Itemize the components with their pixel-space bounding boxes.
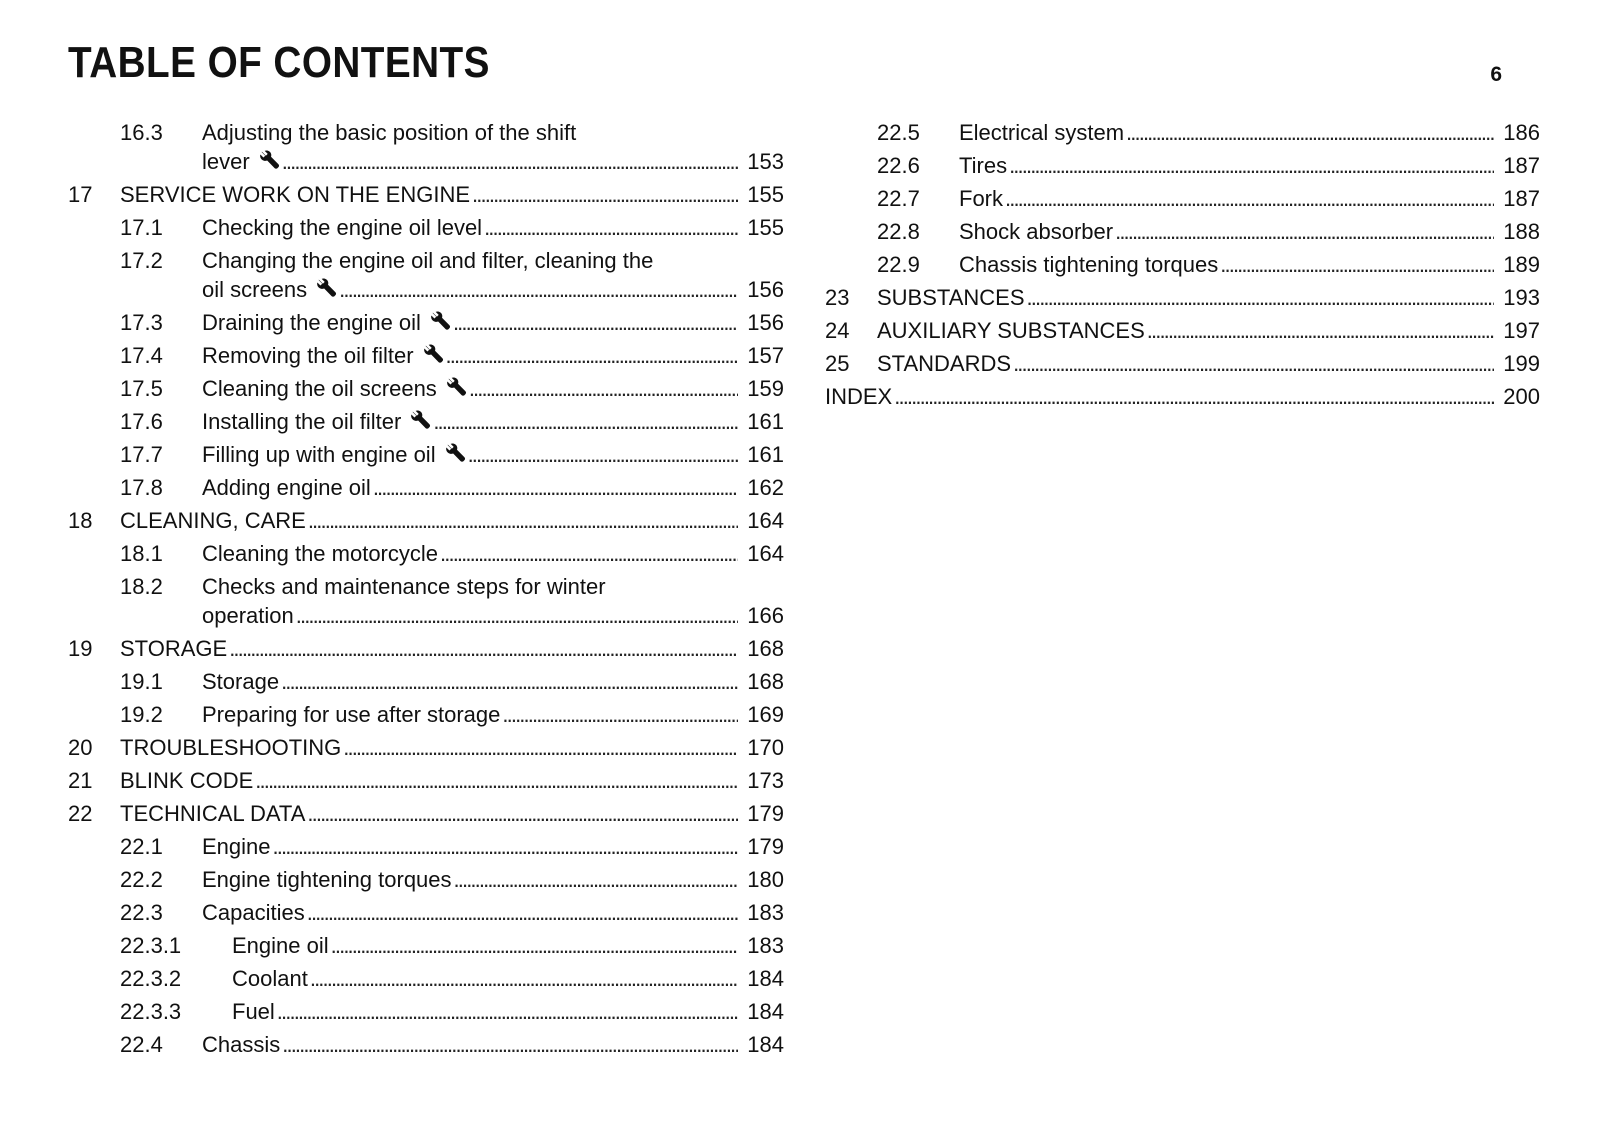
- toc-entry-title: Shock absorber: [959, 219, 1114, 244]
- dot-leader: [468, 440, 738, 469]
- toc-entry[interactable]: [68, 898, 784, 927]
- toc-entry[interactable]: [825, 382, 1540, 411]
- dot-leader: [1005, 184, 1494, 213]
- toc-entry-page: 168: [747, 669, 784, 694]
- toc-entry-title: Electrical system: [959, 120, 1125, 145]
- toc-entry-number: 17.8: [120, 475, 163, 500]
- toc-entry[interactable]: [68, 931, 784, 960]
- toc-entry[interactable]: [825, 250, 1540, 279]
- toc-entry-number: 22: [68, 801, 93, 826]
- page-title: TABLE OF CONTENTS: [68, 38, 490, 87]
- toc-entry-title: TROUBLESHOOTING: [120, 735, 342, 760]
- toc-left-column: [68, 118, 784, 1063]
- toc-entry-page: 189: [1503, 252, 1540, 277]
- toc-entry-title: Checking the engine oil level: [202, 215, 483, 240]
- toc-entry-title: CLEANING, CARE: [120, 508, 306, 533]
- toc-entry-title: INDEX: [825, 384, 893, 409]
- toc-entry-number: 22.3.1: [120, 933, 182, 958]
- dot-leader: [1147, 316, 1494, 345]
- wrench-icon: [315, 277, 337, 299]
- dot-leader: [307, 799, 738, 828]
- toc-entry[interactable]: [68, 865, 784, 894]
- page-number: 6: [1490, 63, 1502, 86]
- dot-leader: [453, 308, 738, 337]
- toc-entry-number: 20: [68, 735, 93, 760]
- toc-entry-number: 18.2: [120, 574, 163, 599]
- toc-entry[interactable]: [68, 246, 784, 304]
- dot-leader: [229, 634, 738, 663]
- wrench-icon: [445, 376, 467, 398]
- dot-leader: [296, 601, 738, 630]
- toc-entry-number: 22.2: [120, 867, 163, 892]
- toc-entry-number: 22.8: [877, 219, 920, 244]
- toc-entry[interactable]: [825, 316, 1540, 345]
- toc-entry-page: 193: [1503, 285, 1540, 310]
- toc-entry-number: 16.3: [120, 120, 163, 145]
- toc-entry[interactable]: [825, 217, 1540, 246]
- toc-entry-title: STORAGE: [120, 636, 228, 661]
- toc-entry-title: Adding engine oil: [202, 475, 371, 500]
- dot-leader: [1009, 151, 1494, 180]
- toc-entry-page: 187: [1503, 153, 1540, 178]
- dot-leader: [894, 382, 1494, 411]
- toc-entry-title: lever: [202, 149, 250, 174]
- toc-entry-page: 161: [747, 409, 784, 434]
- toc-right-column: [825, 118, 1540, 415]
- toc-entry-page: 155: [747, 215, 784, 240]
- toc-entry-page: 156: [747, 310, 784, 335]
- toc-entry[interactable]: [68, 733, 784, 762]
- toc-entry-page: 166: [747, 603, 784, 628]
- dot-leader: [1220, 250, 1494, 279]
- toc-entry[interactable]: [68, 700, 784, 729]
- dot-leader: [502, 700, 738, 729]
- dot-leader: [440, 539, 738, 568]
- toc-entry-title: Storage: [202, 669, 280, 694]
- dot-leader: [1126, 118, 1494, 147]
- dot-leader: [433, 407, 738, 436]
- toc-entry-title: operation: [202, 603, 294, 628]
- toc-entry-title-line: Checks and maintenance steps for winter: [202, 574, 606, 599]
- toc-entry[interactable]: [825, 118, 1540, 147]
- toc-entry-title-line: Changing the engine oil and filter, cleaning the: [202, 248, 654, 273]
- toc-entry-page: 179: [747, 801, 784, 826]
- toc-entry-title: AUXILIARY SUBSTANCES: [877, 318, 1145, 343]
- toc-entry-page: 197: [1503, 318, 1540, 343]
- toc-entry[interactable]: [68, 407, 784, 436]
- toc-entry[interactable]: [68, 766, 784, 795]
- toc-entry-number: 19.2: [120, 702, 163, 727]
- toc-entry[interactable]: [68, 118, 784, 176]
- toc-entry-title: oil screens: [202, 277, 308, 302]
- toc-entry-number: 22.3: [120, 900, 163, 925]
- toc-entry-number: 17: [68, 182, 93, 207]
- toc-entry-number: 22.3.2: [120, 966, 182, 991]
- dot-leader: [282, 1030, 738, 1059]
- toc-entry-page: 157: [747, 343, 784, 368]
- toc-entry-page: 156: [747, 277, 784, 302]
- toc-entry-number: 17.6: [120, 409, 163, 434]
- toc-entry[interactable]: [68, 213, 784, 242]
- toc-entry-page: 199: [1503, 351, 1540, 376]
- toc-entry-title: Fork: [959, 186, 1003, 211]
- toc-entry-title: SUBSTANCES: [877, 285, 1025, 310]
- toc-entry-title: Installing the oil filter: [202, 409, 402, 434]
- toc-entry[interactable]: [68, 180, 784, 209]
- wrench-icon: [429, 310, 451, 332]
- toc-entry-title: Preparing for use after storage: [202, 702, 501, 727]
- toc-entry-number: 17.3: [120, 310, 163, 335]
- toc-entry-page: 183: [747, 933, 784, 958]
- toc-entry-page: 161: [747, 442, 784, 467]
- dot-leader: [273, 832, 738, 861]
- toc-entry-number: 17.2: [120, 248, 163, 273]
- dot-leader: [310, 964, 738, 993]
- toc-entry-page: 170: [747, 735, 784, 760]
- dot-leader: [282, 147, 738, 176]
- toc-entry-number: 22.5: [877, 120, 920, 145]
- toc-entry-number: 25: [825, 351, 850, 376]
- toc-entry-title: TECHNICAL DATA: [120, 801, 306, 826]
- dot-leader: [472, 180, 738, 209]
- toc-entry[interactable]: [68, 506, 784, 535]
- toc-entry-number: 18.1: [120, 541, 163, 566]
- toc-entry-title: Draining the engine oil: [202, 310, 421, 335]
- wrench-icon: [422, 343, 444, 365]
- toc-entry-page: 169: [747, 702, 784, 727]
- dot-leader: [1027, 283, 1494, 312]
- dot-leader: [484, 213, 738, 242]
- toc-entry[interactable]: [68, 667, 784, 696]
- toc-entry-title: STANDARDS: [877, 351, 1012, 376]
- toc-entry-title: SERVICE WORK ON THE ENGINE: [120, 182, 471, 207]
- toc-entry-number: 17.4: [120, 343, 163, 368]
- toc-entry-page: 164: [747, 508, 784, 533]
- toc-entry[interactable]: [68, 964, 784, 993]
- toc-entry-title: Removing the oil filter: [202, 343, 414, 368]
- toc-entry-title: Fuel: [232, 999, 275, 1024]
- toc-entry-page: 180: [747, 867, 784, 892]
- toc-entry[interactable]: [68, 473, 784, 502]
- toc-entry-page: 184: [747, 966, 784, 991]
- toc-entry-page: 188: [1503, 219, 1540, 244]
- toc-entry-page: 164: [747, 541, 784, 566]
- dot-leader: [308, 506, 738, 535]
- toc-entry[interactable]: [825, 151, 1540, 180]
- toc-entry[interactable]: [68, 539, 784, 568]
- toc-entry[interactable]: [68, 572, 784, 630]
- toc-entry-page: 184: [747, 999, 784, 1024]
- toc-entry[interactable]: [68, 308, 784, 337]
- dot-leader: [255, 766, 738, 795]
- toc-entry-page: 159: [747, 376, 784, 401]
- toc-entry-title: BLINK CODE: [120, 768, 254, 793]
- toc-entry-page: 168: [747, 636, 784, 661]
- toc-entry-number: 18: [68, 508, 93, 533]
- toc-entry-page: 186: [1503, 120, 1540, 145]
- wrench-icon: [444, 442, 466, 464]
- toc-entry[interactable]: [825, 283, 1540, 312]
- toc-entry-number: 17.5: [120, 376, 163, 401]
- toc-entry-number: 23: [825, 285, 850, 310]
- toc-entry[interactable]: [68, 374, 784, 403]
- toc-entry-page: 183: [747, 900, 784, 925]
- wrench-icon: [409, 409, 431, 431]
- toc-entry-page: 179: [747, 834, 784, 859]
- toc-entry-title: Engine: [202, 834, 271, 859]
- toc-entry-title: Cleaning the oil screens: [202, 376, 437, 401]
- dot-leader: [1013, 349, 1494, 378]
- toc-entry-number: 17.7: [120, 442, 163, 467]
- toc-entry-page: 153: [747, 149, 784, 174]
- toc-entry-title: Engine oil: [232, 933, 329, 958]
- toc-entry-title: Capacities: [202, 900, 305, 925]
- toc-entry-number: 22.7: [877, 186, 920, 211]
- dot-leader: [469, 374, 738, 403]
- toc-entry[interactable]: [825, 184, 1540, 213]
- dot-leader: [1115, 217, 1494, 246]
- toc-entry-title: Chassis tightening torques: [959, 252, 1219, 277]
- toc-entry-page: 162: [747, 475, 784, 500]
- dot-leader: [339, 275, 738, 304]
- toc-entry-page: 187: [1503, 186, 1540, 211]
- toc-entry-title-line: Adjusting the basic position of the shift: [202, 120, 577, 145]
- toc-entry-number: 19.1: [120, 669, 163, 694]
- dot-leader: [343, 733, 738, 762]
- toc-entry[interactable]: [68, 440, 784, 469]
- toc-entry-number: 22.9: [877, 252, 920, 277]
- dot-leader: [281, 667, 738, 696]
- toc-entry-number: 19: [68, 636, 93, 661]
- toc-entry[interactable]: [68, 341, 784, 370]
- toc-entry[interactable]: [68, 997, 784, 1026]
- toc-entry-title: Chassis: [202, 1032, 281, 1057]
- toc-entry[interactable]: [825, 349, 1540, 378]
- toc-entry-title: Coolant: [232, 966, 308, 991]
- toc-entry[interactable]: [68, 634, 784, 663]
- dot-leader: [307, 898, 738, 927]
- toc-entry-title: Engine tightening torques: [202, 867, 452, 892]
- dot-leader: [277, 997, 738, 1026]
- toc-entry-page: 184: [747, 1032, 784, 1057]
- toc-entry-number: 22.4: [120, 1032, 163, 1057]
- toc-entry-title: Filling up with engine oil: [202, 442, 436, 467]
- toc-entry[interactable]: [68, 1030, 784, 1059]
- toc-entry-title: Cleaning the motorcycle: [202, 541, 439, 566]
- toc-entry[interactable]: [68, 832, 784, 861]
- dot-leader: [454, 865, 738, 894]
- toc-entry-number: 22.1: [120, 834, 163, 859]
- toc-entry[interactable]: [68, 799, 784, 828]
- toc-entry-number: 17.1: [120, 215, 163, 240]
- wrench-icon: [258, 149, 280, 171]
- toc-entry-page: 155: [747, 182, 784, 207]
- toc-entry-number: 22.3.3: [120, 999, 182, 1024]
- dot-leader: [446, 341, 738, 370]
- dot-leader: [373, 473, 738, 502]
- toc-entry-page: 173: [747, 768, 784, 793]
- toc-entry-number: 22.6: [877, 153, 920, 178]
- toc-entry-number: 24: [825, 318, 850, 343]
- toc-entry-page: 200: [1503, 384, 1540, 409]
- toc-entry-number: 21: [68, 768, 93, 793]
- toc-entry-title: Tires: [959, 153, 1008, 178]
- dot-leader: [331, 931, 738, 960]
